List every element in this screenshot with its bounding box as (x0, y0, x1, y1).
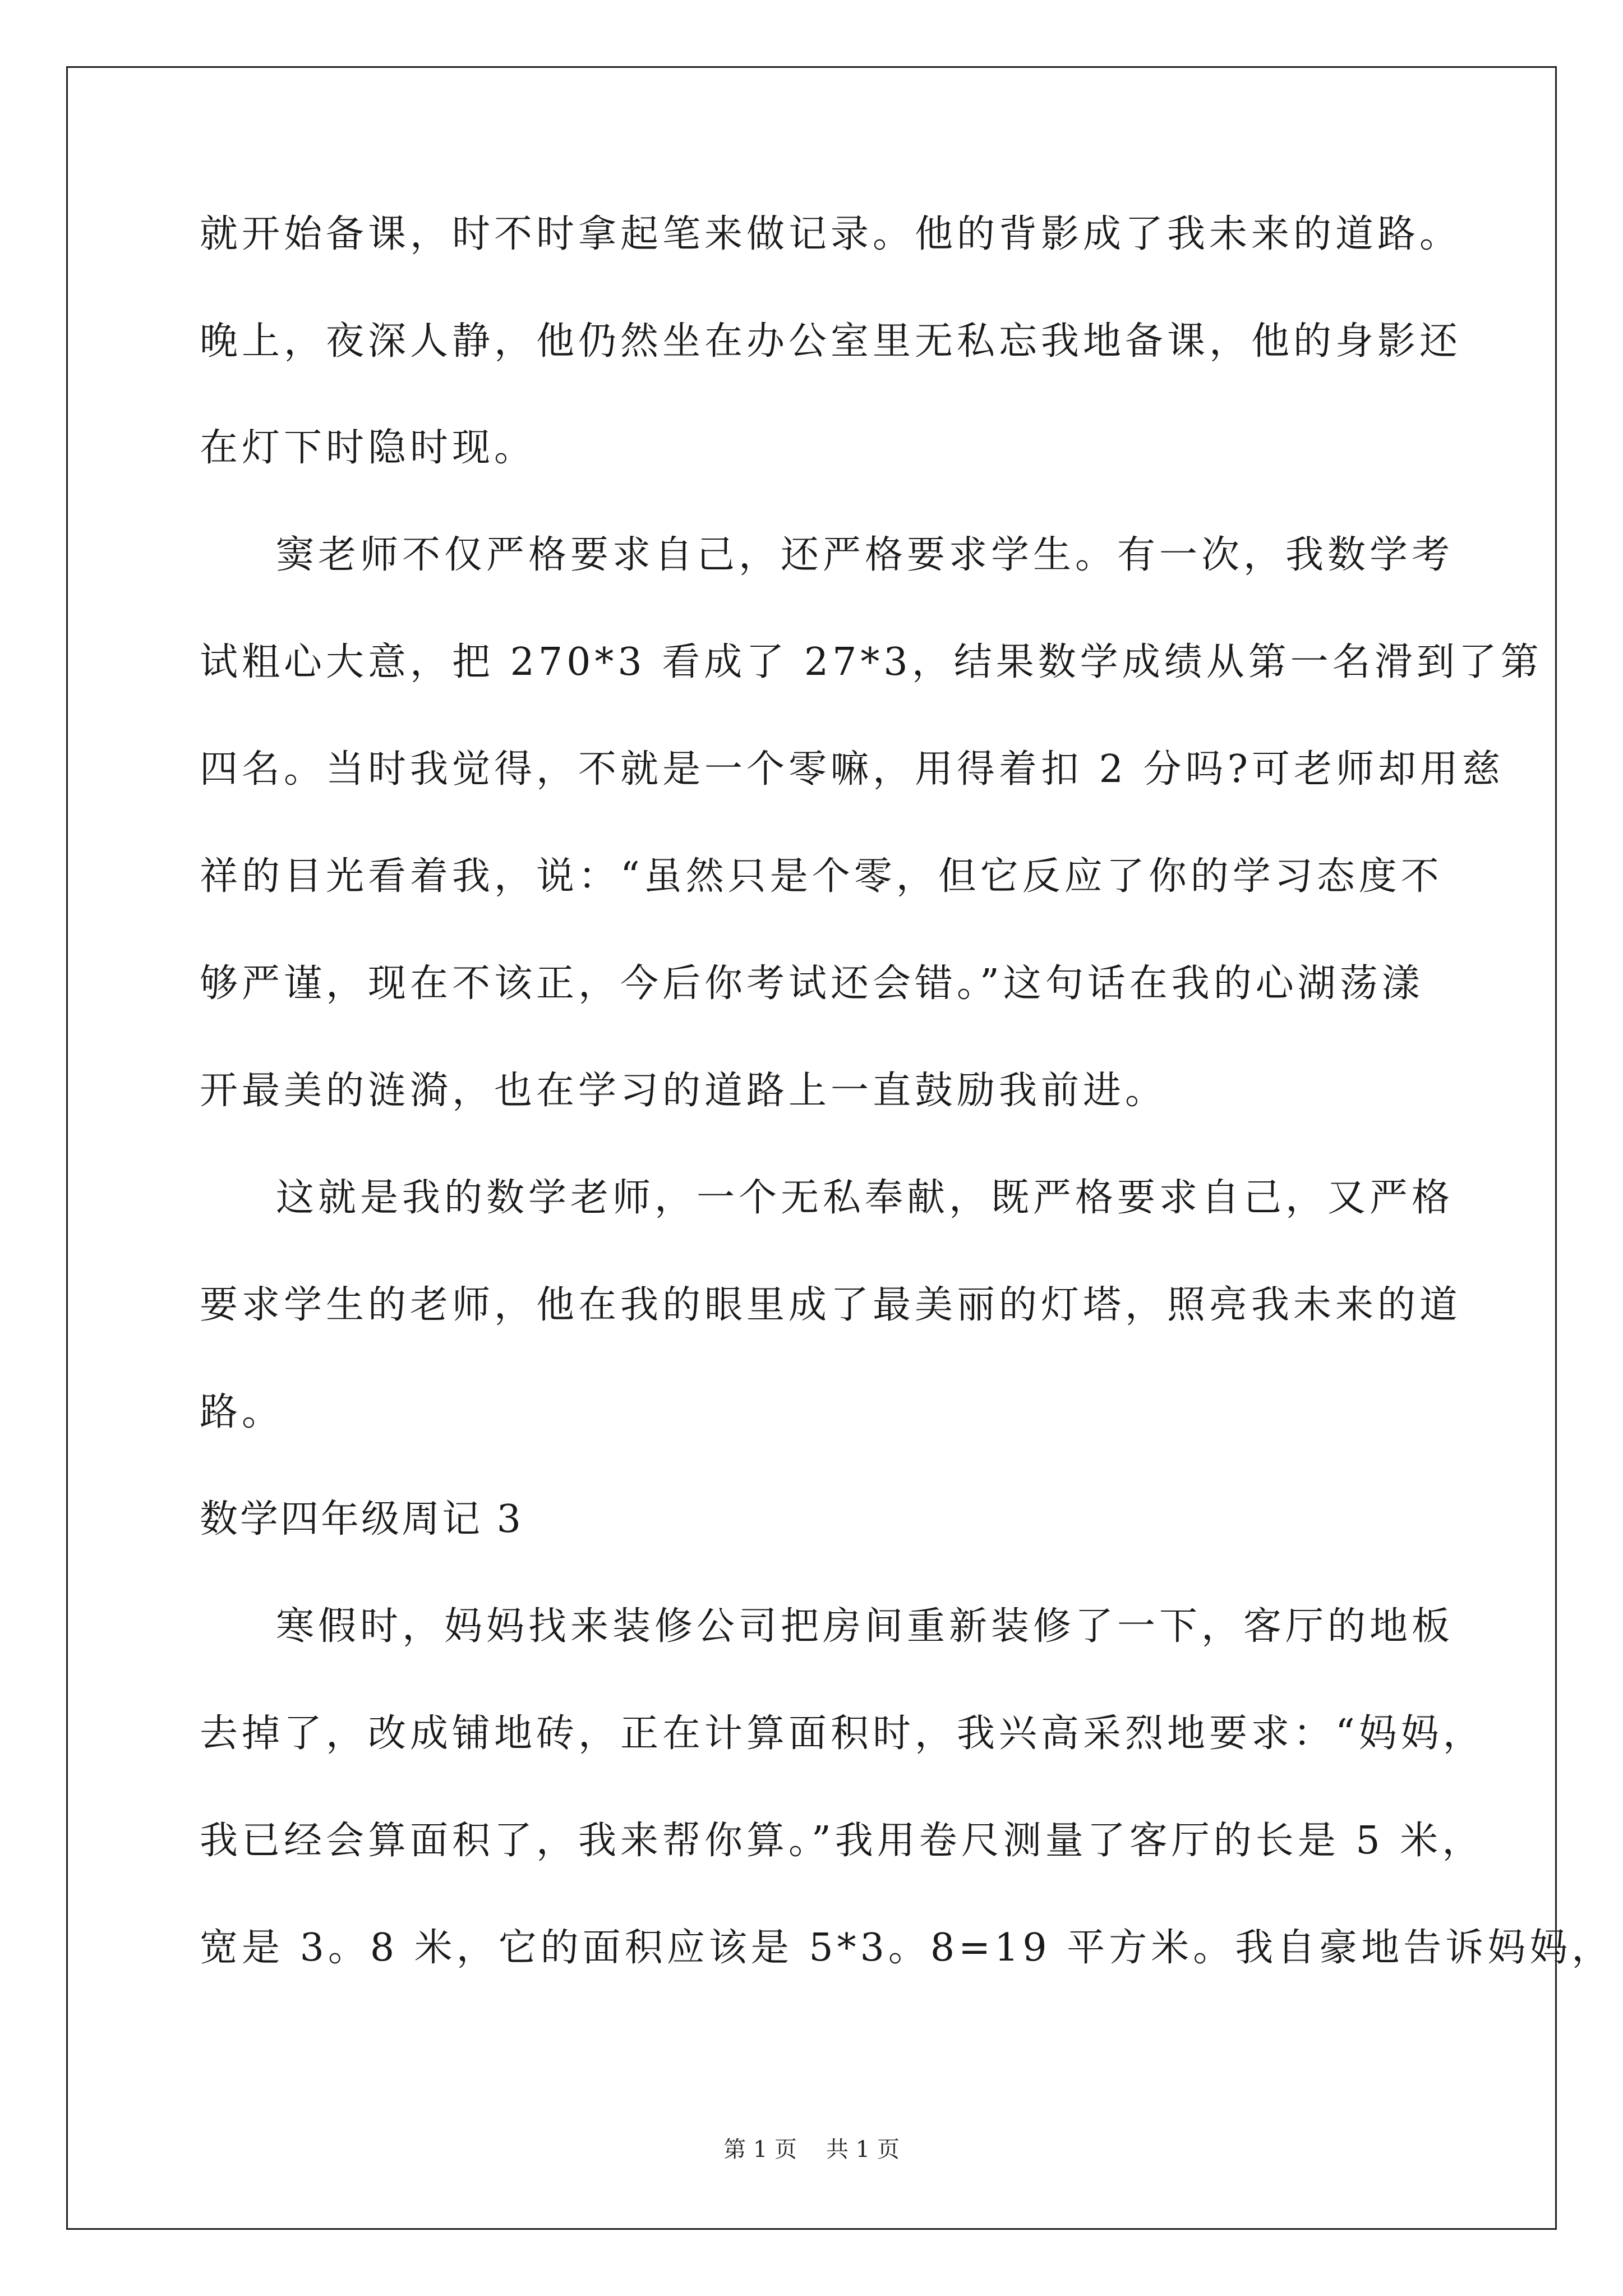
page-border (66, 66, 1557, 2230)
paragraph-first-line: 这就是我的数学老师，一个无私奉献，既严格要求自己，又严格 (276, 1176, 1454, 1220)
page-footer (0, 2132, 1623, 2164)
paragraph-first-line: 寒假时，妈妈找来装修公司把房间重新装修了一下，客厅的地板 (276, 1604, 1454, 1649)
text-line: 四名。当时我觉得，不就是一个零嘛，用得着扣 2 分吗?可老师却用慈 (200, 747, 1504, 792)
page-total: 共 1 页 (826, 2137, 900, 2162)
text-line: 祥的目光看着我，说：“虽然只是个零，但它反应了你的学习态度不 (200, 854, 1443, 899)
text-line: 去掉了，改成铺地砖，正在计算面积时，我兴高采烈地要求：“妈妈， (200, 1711, 1485, 1756)
text-line: 在灯下时隐时现。 (200, 426, 537, 470)
text-line: 开最美的涟漪，也在学习的道路上一直鼓励我前进。 (200, 1069, 1168, 1113)
page-number: 第 1 页 (723, 2137, 797, 2162)
text-line: 路。 (200, 1390, 284, 1434)
text-line: 晚上，夜深人静，他仍然坐在办公室里无私忘我地备课，他的身影还 (200, 319, 1462, 364)
section-heading: 数学四年级周记 3 (200, 1497, 523, 1542)
paragraph-first-line: 窦老师不仅严格要求自己，还严格要求学生。有一次，我数学考 (276, 533, 1454, 577)
text-line: 要求学生的老师，他在我的眼里成了最美丽的灯塔，照亮我未来的道 (200, 1283, 1462, 1327)
text-line: 试粗心大意，把 270*3 看成了 27*3，结果数学成绩从第一名滑到了第 (200, 640, 1543, 684)
text-line: 就开始备课，时不时拿起笔来做记录。他的背影成了我未来的道路。 (200, 212, 1462, 256)
text-line: 宽是 3。8 米，它的面积应该是 5*3。8=19 平方米。我自豪地告诉妈妈， (200, 1926, 1614, 1970)
text-line: 够严谨，现在不该正，今后你考试还会错。”这句话在我的心湖荡漾 (200, 961, 1424, 1006)
text-line: 我已经会算面积了，我来帮你算。”我用卷尺测量了客厅的长是 5 米， (200, 1819, 1484, 1863)
